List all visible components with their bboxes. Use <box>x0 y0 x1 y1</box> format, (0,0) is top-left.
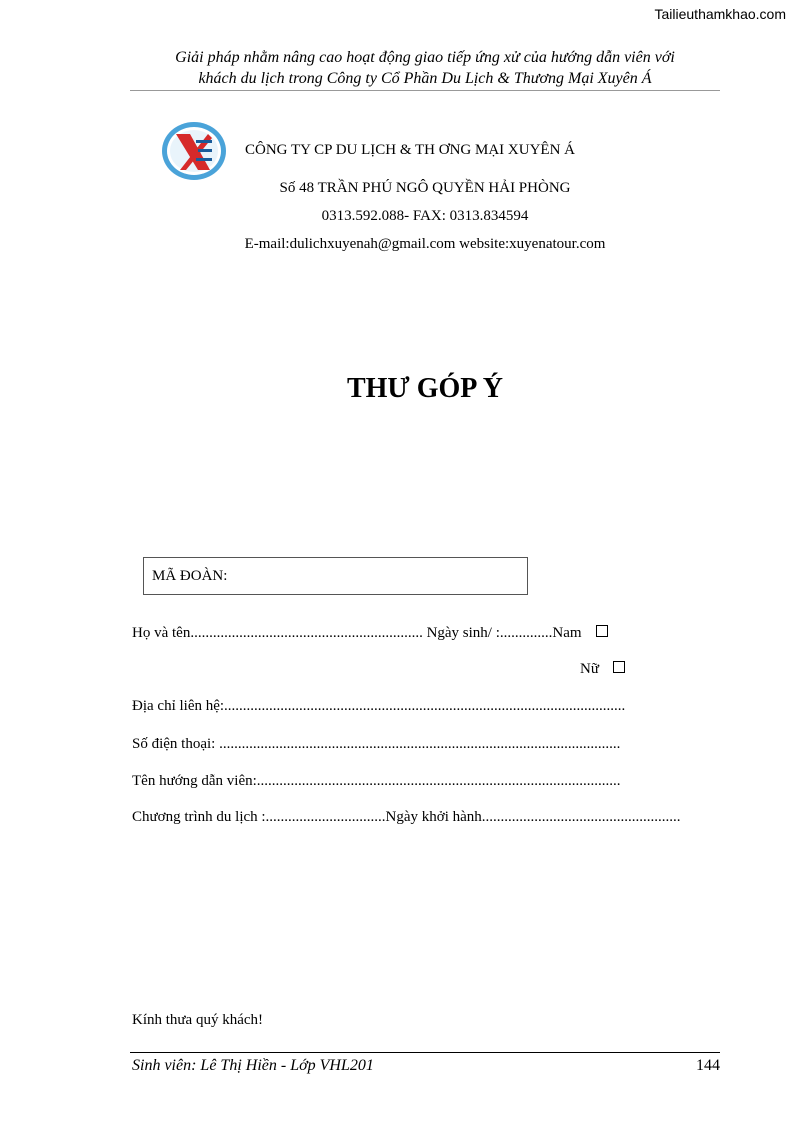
name-dob-row <box>132 625 608 642</box>
footer-student: Sinh viên: Lê Thị Hiền - Lớp VHL201 <box>132 1057 374 1074</box>
watermark: Tailieuthamkhao.com <box>654 6 786 22</box>
footer-divider <box>130 1052 720 1053</box>
guide-name-field[interactable]: Tên hướng dẫn viên:................................................................................................. <box>132 773 621 789</box>
male-checkbox[interactable] <box>596 625 608 637</box>
page-number: 144 <box>696 1057 720 1074</box>
header-divider <box>130 90 720 91</box>
female-checkbox[interactable] <box>613 661 625 673</box>
greeting: Kính thưa quý khách! <box>132 1012 264 1028</box>
running-header-line1: Giải pháp nhằm nâng cao hoạt động giao tiếp ứng xử của hướng dẫn viên với <box>175 49 675 66</box>
group-code-field[interactable] <box>143 557 528 595</box>
company-email-website: E-mail:dulichxuyenah@gmail.com website:xuyenatour.com <box>244 236 606 252</box>
phone-field[interactable]: Số điện thoại: ........................................................................................................... <box>132 736 621 752</box>
company-name: CÔNG TY CP DU LỊCH & TH ƠNG MẠI XUYÊN Á <box>245 142 575 158</box>
document-title: THƯ GÓP Ý <box>346 373 504 404</box>
tour-program-field[interactable]: Chương trình du lịch :................................Ngày khởi hành..................................................... <box>132 809 681 825</box>
group-code-label: MÃ ĐOÀN: <box>152 568 228 584</box>
name-dob-label: Họ và tên.............................................................. Ngày sinh/ :..............Nam <box>132 625 582 641</box>
address-field[interactable]: Địa chỉ liên hệ:........................................................................................................... <box>132 698 626 714</box>
female-label: Nữ <box>580 661 599 677</box>
female-row <box>580 661 625 678</box>
running-header-line2: khách du lịch trong Công ty Cổ Phần Du Lịch & Thương Mại Xuyên Á <box>198 70 652 87</box>
company-logo-icon <box>160 120 228 182</box>
company-phone-fax: 0313.592.088- FAX: 0313.834594 <box>321 208 529 224</box>
company-address: Số 48 TRẦN PHÚ NGÔ QUYỀN HẢI PHÒNG <box>279 180 571 196</box>
